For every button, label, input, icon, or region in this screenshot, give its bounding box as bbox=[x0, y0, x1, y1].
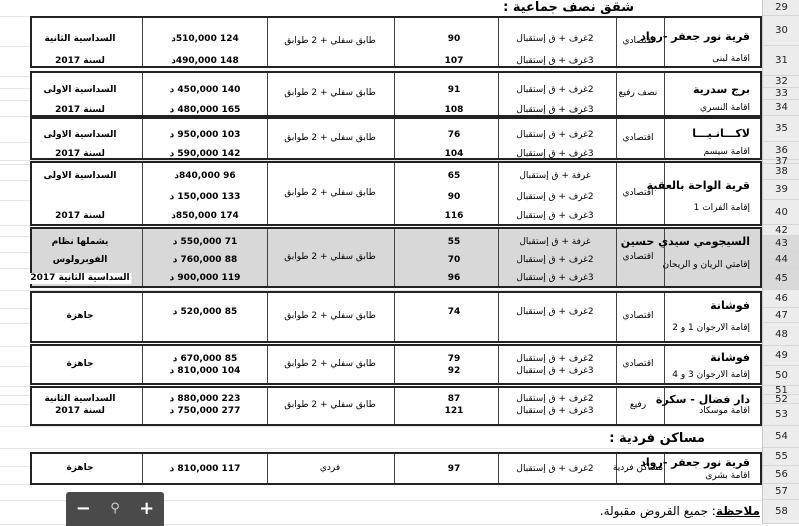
floors-cell: طابق سفلي + 2 طوابق bbox=[284, 36, 376, 46]
area-value: 90 bbox=[447, 192, 461, 202]
housing-type: اقتصادي bbox=[622, 132, 654, 143]
project-residence: إقامة الارجوان 3 و 4 bbox=[672, 370, 750, 380]
column-divider bbox=[616, 119, 617, 158]
price-value: 104 810,000 د bbox=[169, 366, 241, 376]
price-value: 85 670,000 د bbox=[172, 354, 238, 364]
note-label: ملاحظة bbox=[715, 504, 760, 518]
column-divider bbox=[664, 293, 665, 341]
delivery-date: السداسية الاولى bbox=[43, 85, 117, 95]
area-value: 97 bbox=[447, 464, 461, 474]
area-value: 76 bbox=[447, 130, 461, 140]
delivery-date: يشملها نظام bbox=[51, 237, 109, 247]
housing-type: مساكن فردية bbox=[612, 462, 664, 473]
column-divider bbox=[142, 454, 143, 483]
project-location: فوشانة bbox=[710, 299, 750, 312]
area-value: 87 bbox=[447, 394, 461, 404]
column-divider bbox=[267, 388, 268, 424]
column-divider bbox=[267, 119, 268, 158]
row-number[interactable]: 56 bbox=[763, 466, 799, 484]
row-number-gutter bbox=[762, 0, 799, 524]
project-location: دار فضال - سكرة bbox=[655, 393, 750, 406]
area-value: 70 bbox=[447, 255, 461, 265]
column-divider bbox=[498, 229, 499, 286]
column-divider bbox=[394, 454, 395, 483]
area-value: 107 bbox=[444, 56, 464, 66]
price-value: 142 590,000 د bbox=[169, 149, 241, 159]
row-number[interactable]: 58 bbox=[763, 500, 799, 524]
price-value: 174 850,000د bbox=[171, 211, 239, 221]
row-number[interactable]: 32 bbox=[763, 76, 799, 88]
unit-type: 2غرف + ق إستقبال bbox=[516, 354, 594, 364]
unit-type: 3غرف + ق إستقبال bbox=[516, 366, 594, 376]
unit-type: 2غرف + ق إستقبال bbox=[516, 85, 594, 95]
column-divider bbox=[664, 346, 665, 383]
row-number[interactable]: 48 bbox=[763, 323, 799, 346]
area-value: 121 bbox=[444, 406, 464, 416]
floors-cell: طابق سفلي + 2 طوابق bbox=[284, 251, 376, 262]
column-divider bbox=[616, 293, 617, 341]
column-divider bbox=[394, 18, 395, 66]
floors-cell: طابق سفلي + 2 طوابق bbox=[284, 358, 376, 369]
column-divider bbox=[142, 346, 143, 383]
zoom-out-button[interactable]: − bbox=[75, 498, 91, 519]
area-value: 74 bbox=[447, 307, 461, 317]
row-number[interactable]: 43 bbox=[763, 236, 799, 252]
project-residence: إقامتي الريان و الريحان bbox=[662, 260, 750, 270]
price-value: 223 880,000 د bbox=[169, 394, 241, 404]
unit-type: غرفة + ق إستقبال bbox=[519, 237, 591, 247]
housing-type: اقتصادي bbox=[622, 251, 654, 262]
floors-cell: طابق سفلي + 2 طوابق bbox=[284, 88, 376, 98]
column-divider bbox=[267, 346, 268, 383]
zoom-in-button[interactable]: + bbox=[139, 498, 155, 519]
section-title-houses: مساكن فردية : bbox=[609, 431, 705, 446]
housing-type: نصف رفيع bbox=[618, 88, 658, 98]
column-divider bbox=[142, 119, 143, 158]
row-number[interactable]: 35 bbox=[763, 116, 799, 142]
column-divider bbox=[498, 163, 499, 224]
row-number[interactable]: 39 bbox=[763, 180, 799, 200]
column-divider bbox=[498, 454, 499, 483]
delivery-date: لسنة 2017 bbox=[55, 105, 105, 115]
floors-cell: فردي bbox=[319, 462, 341, 473]
magnifier-icon[interactable]: ⚲ bbox=[110, 501, 120, 516]
project-location: السيجومي سيدي حسين bbox=[620, 235, 750, 248]
delivery-date: جاهزة bbox=[66, 462, 94, 473]
column-divider bbox=[616, 163, 617, 224]
row-number[interactable]: 46 bbox=[763, 290, 799, 308]
housing-type: اقتصادي bbox=[622, 358, 654, 369]
price-value: 119 900,000 د bbox=[169, 273, 241, 283]
section-title-apartments: شقق نصف جماعية : bbox=[503, 0, 634, 15]
area-value: 55 bbox=[447, 237, 461, 247]
project-residence: اقامة بشرى bbox=[705, 471, 750, 481]
project-residence: اقامة النسري bbox=[699, 103, 750, 113]
column-divider bbox=[616, 18, 617, 66]
housing-type: رفيع bbox=[629, 400, 647, 410]
row-number[interactable]: 47 bbox=[763, 308, 799, 323]
column-divider bbox=[498, 119, 499, 158]
unit-type: 3غرف + ق إستقبال bbox=[516, 273, 594, 283]
project-location: لاكـــانـيـــا bbox=[692, 127, 750, 140]
area-value: 108 bbox=[444, 105, 464, 115]
unit-type: 2غرف + ق إستقبال bbox=[516, 307, 594, 317]
note-text: : جميع القروض مقبولة. bbox=[599, 504, 716, 518]
unit-type: 2غرف + ق إستقبال bbox=[516, 130, 594, 140]
floors-cell: طابق سفلي + 2 طوابق bbox=[284, 400, 376, 410]
row-number[interactable]: 44 bbox=[763, 252, 799, 268]
column-divider bbox=[394, 163, 395, 224]
row-number[interactable]: 30 bbox=[763, 16, 799, 46]
column-divider bbox=[664, 119, 665, 158]
delivery-date: السداسية الثانية 2017 bbox=[30, 273, 130, 283]
delivery-date: السداسية الثانية bbox=[44, 394, 116, 404]
delivery-date: جاهزة bbox=[66, 311, 94, 321]
row-number[interactable]: 45 bbox=[763, 268, 799, 290]
project-residence: اقامة لبنى bbox=[712, 54, 750, 64]
column-divider bbox=[498, 293, 499, 341]
column-divider bbox=[267, 229, 268, 286]
delivery-date: لسنة 2017 bbox=[55, 406, 105, 416]
column-divider bbox=[616, 346, 617, 383]
unit-type: 2غرف + ق إستقبال bbox=[516, 192, 594, 202]
floors-cell: طابق سفلي + 2 طوابق bbox=[284, 132, 376, 143]
price-value: 140 450,000 د bbox=[169, 85, 241, 95]
row-number[interactable]: 51 bbox=[763, 386, 799, 395]
row-number[interactable]: 54 bbox=[763, 426, 799, 448]
column-divider bbox=[142, 163, 143, 224]
column-divider bbox=[267, 293, 268, 341]
price-value: 103 950,000 د bbox=[169, 130, 241, 140]
unit-type: 2غرف + ق إستقبال bbox=[516, 255, 594, 265]
project-location: قرية نور جعفر -رواد bbox=[640, 30, 750, 43]
footer-note bbox=[600, 504, 760, 518]
column-divider bbox=[267, 163, 268, 224]
price-value: 124 510,000د bbox=[171, 34, 239, 44]
column-divider bbox=[142, 73, 143, 115]
delivery-date: الفوبرولوس bbox=[52, 255, 108, 265]
price-value: 85 520,000 د bbox=[172, 307, 238, 317]
unit-type: 2غرف + ق إستقبال bbox=[516, 34, 594, 44]
unit-type: 2غرف + ق إستقبال bbox=[516, 394, 594, 404]
grid-line bbox=[0, 426, 762, 427]
project-residence: إقامة الفرات 1 bbox=[693, 203, 750, 213]
column-divider bbox=[142, 293, 143, 341]
row-number[interactable]: 31 bbox=[763, 46, 799, 76]
listing-block bbox=[30, 386, 762, 426]
project-residence: اقامة سيسم bbox=[703, 147, 750, 157]
column-divider bbox=[498, 18, 499, 66]
price-value: 148 490,000د bbox=[171, 56, 239, 66]
delivery-date: جاهزة bbox=[66, 358, 94, 369]
housing-type: اقتصادي bbox=[622, 311, 654, 321]
column-divider bbox=[394, 346, 395, 383]
row-number[interactable]: 34 bbox=[763, 100, 799, 116]
column-divider bbox=[267, 18, 268, 66]
housing-type: اقتصادي bbox=[622, 36, 654, 46]
area-value: 92 bbox=[447, 366, 461, 376]
row-number[interactable]: 42 bbox=[763, 225, 799, 236]
row-number[interactable]: 33 bbox=[763, 88, 799, 100]
unit-type: غرفة + ق إستقبال bbox=[519, 171, 591, 181]
column-divider bbox=[142, 388, 143, 424]
column-divider bbox=[142, 229, 143, 286]
area-value: 90 bbox=[447, 34, 461, 44]
row-number[interactable]: 29 bbox=[763, 0, 799, 16]
delivery-date: لسنة 2017 bbox=[55, 56, 105, 66]
row-number[interactable]: 57 bbox=[763, 484, 799, 500]
area-value: 104 bbox=[444, 149, 464, 159]
floors-cell: طابق سفلي + 2 طوابق bbox=[284, 187, 376, 198]
project-location: قرية نور جعفر -رواد bbox=[640, 456, 750, 469]
column-divider bbox=[394, 73, 395, 115]
row-number[interactable]: 36 bbox=[763, 142, 799, 160]
unit-type: 3غرف + ق إستقبال bbox=[516, 149, 594, 159]
grid-line bbox=[0, 448, 762, 449]
row-number[interactable]: 50 bbox=[763, 366, 799, 386]
row-number[interactable]: 40 bbox=[763, 200, 799, 225]
row-number[interactable]: 38 bbox=[763, 164, 799, 180]
delivery-date: السداسية الاولى bbox=[43, 171, 117, 181]
column-divider bbox=[664, 163, 665, 224]
row-number[interactable]: 37 bbox=[763, 160, 799, 164]
column-divider bbox=[498, 388, 499, 424]
delivery-date: لسنة 2017 bbox=[55, 149, 105, 159]
unit-type: 3غرف + ق إستقبال bbox=[516, 56, 594, 66]
zoom-toolbar bbox=[66, 492, 164, 526]
row-number[interactable]: 52 bbox=[763, 395, 799, 404]
price-value: 71 550,000 د bbox=[172, 237, 238, 247]
area-value: 65 bbox=[447, 171, 461, 181]
project-location: فوشانة bbox=[710, 351, 750, 364]
price-value: 165 480,000 د bbox=[169, 105, 241, 115]
row-number[interactable]: 49 bbox=[763, 346, 799, 366]
area-value: 116 bbox=[444, 211, 464, 221]
delivery-date: السداسية الثانية bbox=[44, 34, 116, 44]
column-divider bbox=[498, 73, 499, 115]
unit-type: 3غرف + ق إستقبال bbox=[516, 211, 594, 221]
row-number[interactable]: 53 bbox=[763, 404, 799, 426]
delivery-date: السداسية الاولى bbox=[43, 130, 117, 140]
area-value: 91 bbox=[447, 85, 461, 95]
area-value: 96 bbox=[447, 273, 461, 283]
delivery-date: لسنة 2017 bbox=[55, 211, 105, 221]
column-divider bbox=[616, 229, 617, 286]
column-divider bbox=[394, 229, 395, 286]
project-residence: إقامة الارجوان 1 و 2 bbox=[672, 323, 750, 333]
unit-type: 2غرف + ق إستقبال bbox=[516, 464, 594, 474]
column-divider bbox=[267, 454, 268, 483]
column-divider bbox=[394, 388, 395, 424]
price-value: 88 760,000 د bbox=[172, 255, 238, 265]
floors-cell: طابق سفلي + 2 طوابق bbox=[284, 311, 376, 321]
column-divider bbox=[267, 73, 268, 115]
column-divider bbox=[616, 388, 617, 424]
housing-type: اقتصادي bbox=[622, 187, 654, 198]
row-number[interactable]: 55 bbox=[763, 448, 799, 466]
column-divider bbox=[394, 119, 395, 158]
column-divider bbox=[394, 293, 395, 341]
area-value: 79 bbox=[447, 354, 461, 364]
project-residence: اقامة موسكاد bbox=[699, 406, 750, 416]
unit-type: 3غرف + ق إستقبال bbox=[516, 105, 594, 115]
price-value: 277 750,000 د bbox=[169, 406, 241, 416]
price-value: 96 840,000د bbox=[174, 171, 236, 181]
column-divider bbox=[142, 18, 143, 66]
unit-type: 3غرف + ق إستقبال bbox=[516, 406, 594, 416]
price-value: 133 150,000 د bbox=[169, 192, 241, 202]
project-location: قرية الواحة بالعقبة bbox=[646, 179, 750, 192]
column-divider bbox=[616, 73, 617, 115]
column-divider bbox=[664, 73, 665, 115]
column-divider bbox=[498, 346, 499, 383]
project-location: برج سدرية bbox=[692, 83, 750, 96]
price-value: 117 810,000 د bbox=[169, 464, 241, 474]
